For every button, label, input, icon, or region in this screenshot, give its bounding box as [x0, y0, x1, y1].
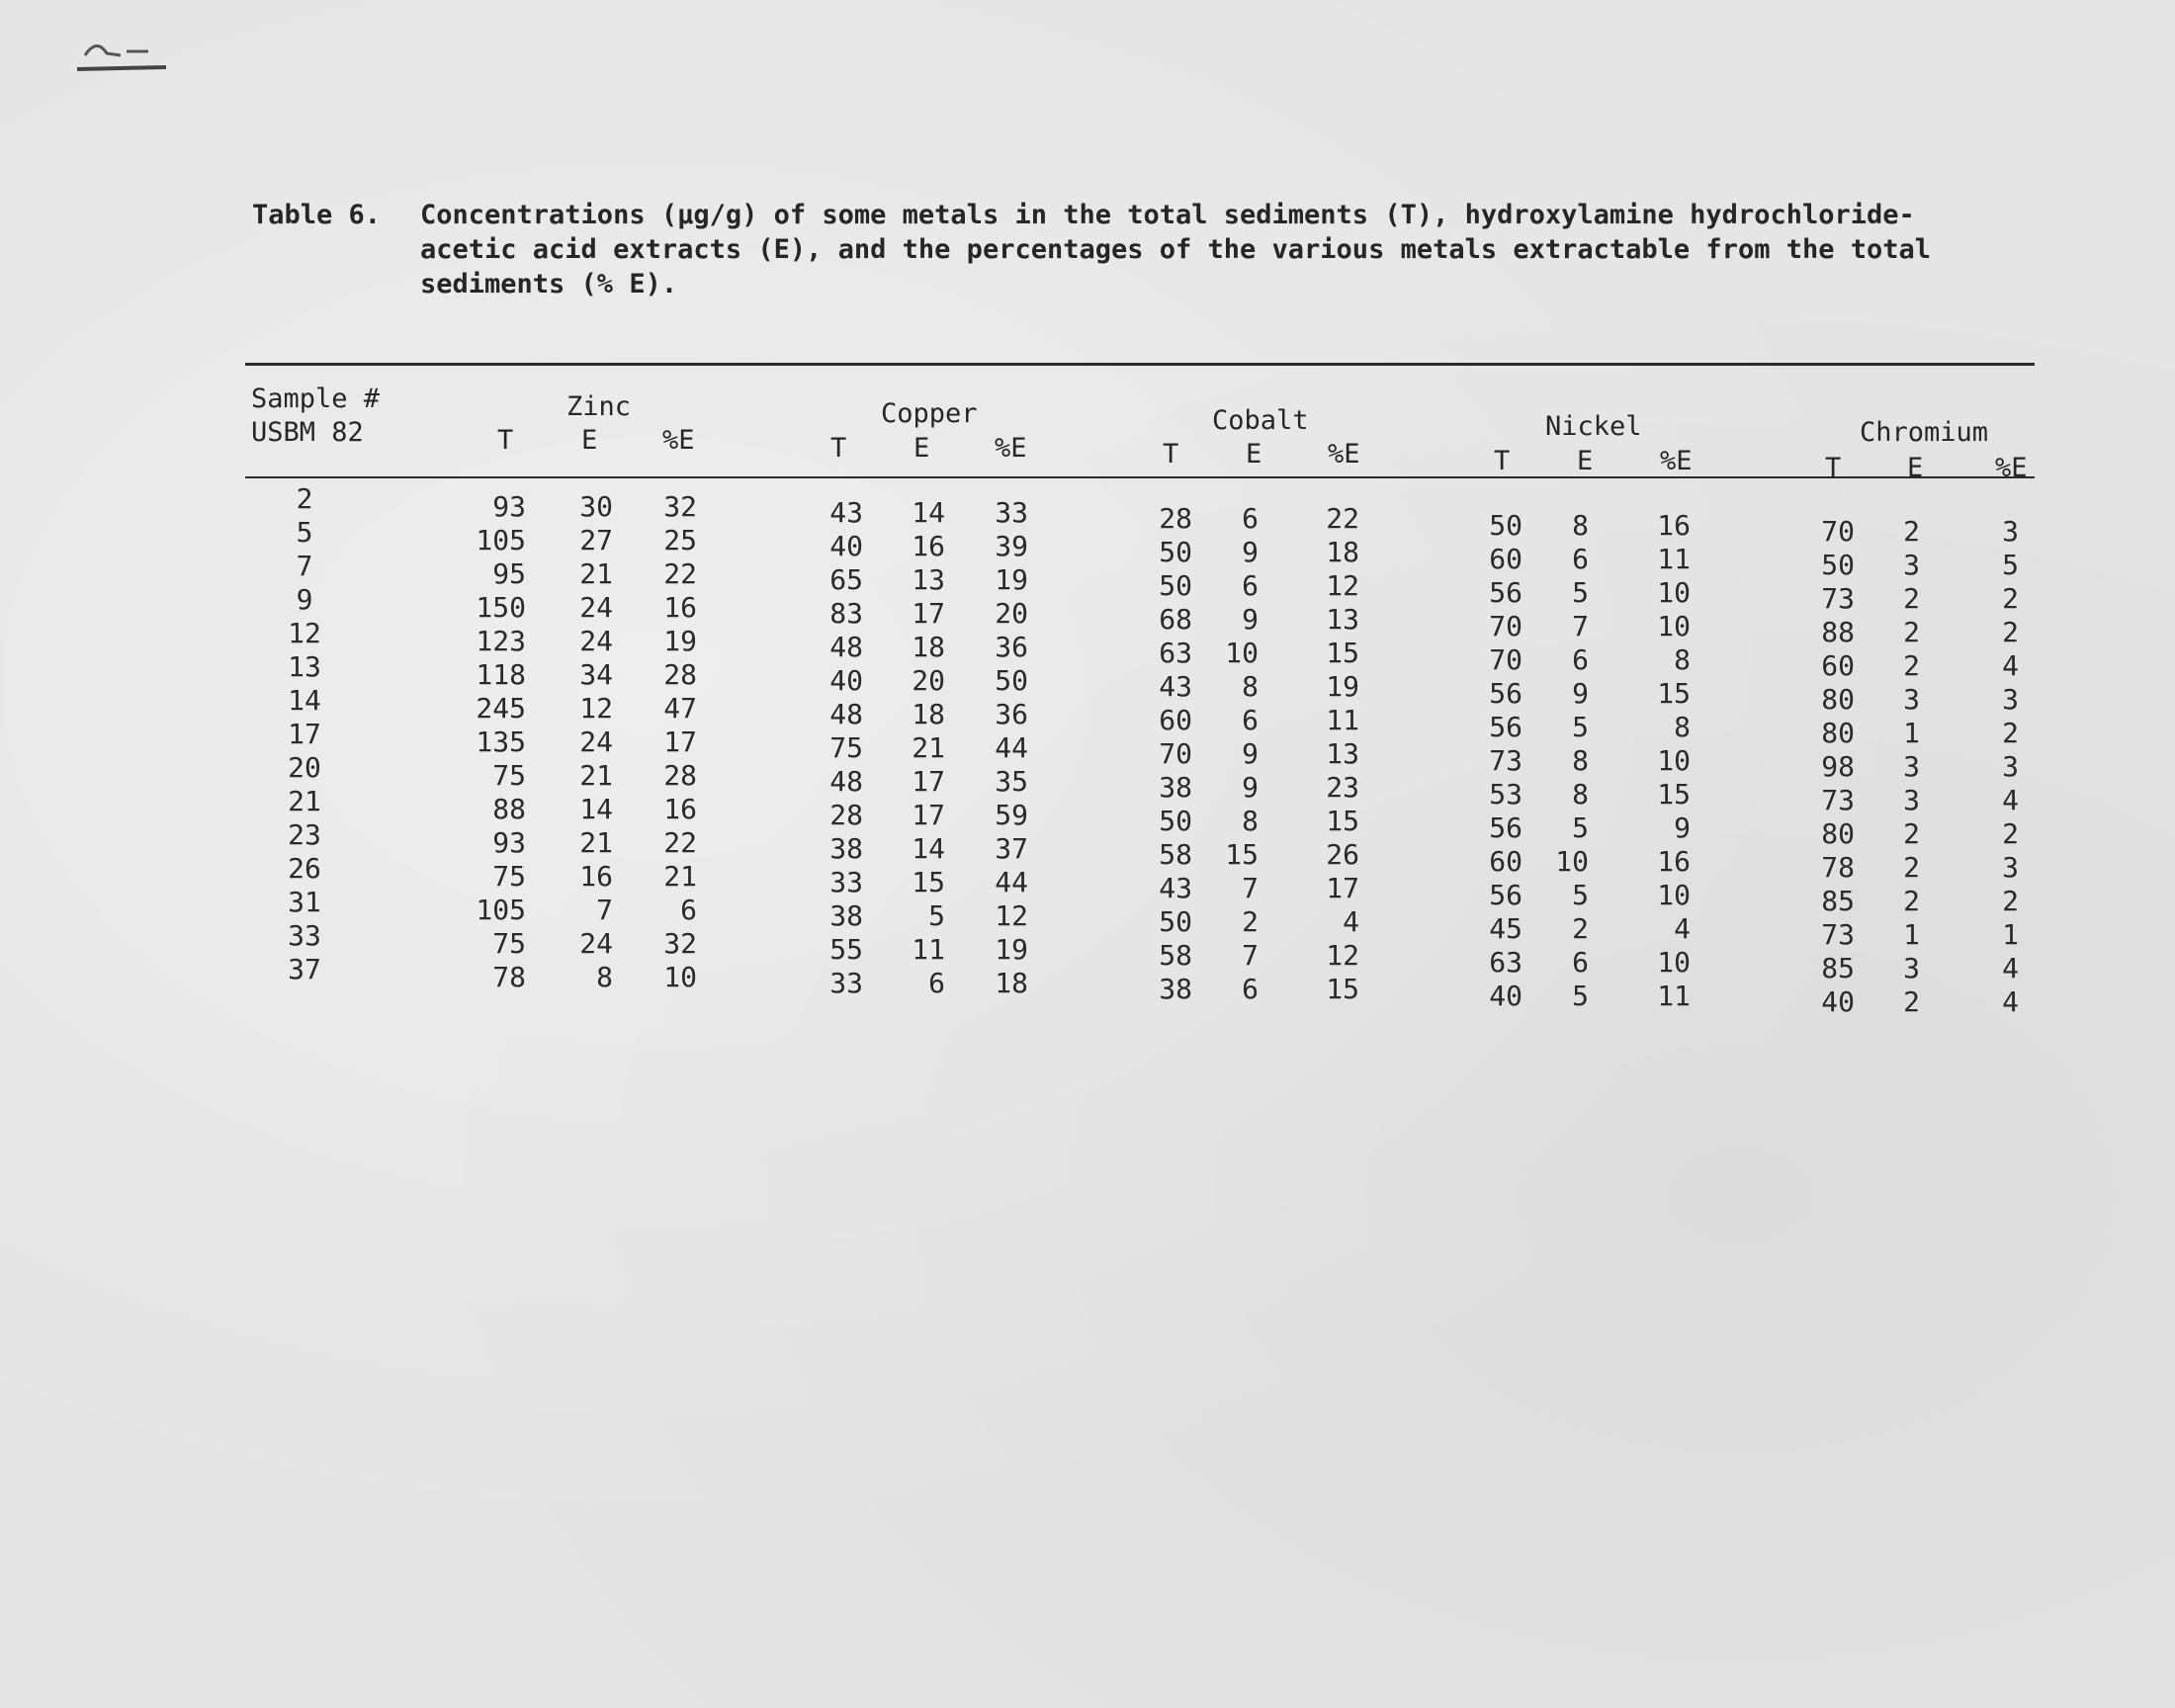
zinc-pe-header: %E [662, 425, 695, 456]
copper-e-header: E [914, 433, 930, 464]
chromium-e-cell: 2 [1903, 885, 1920, 917]
copper-t-cell: 48 [829, 698, 863, 730]
chromium-e-header: E [1907, 453, 1924, 483]
cobalt-t-cell: 58 [1159, 939, 1192, 972]
copper-pe-cell: 20 [995, 597, 1028, 630]
zinc-e-cell: 21 [579, 826, 613, 859]
sample-cell: 5 [296, 516, 313, 549]
cobalt-t-cell: 43 [1159, 872, 1192, 904]
zinc-pe-cell: 19 [663, 625, 697, 657]
chromium-t-cell: 85 [1821, 885, 1855, 917]
chromium-pe-column [1940, 515, 2019, 1019]
chromium-e-cell: 1 [1903, 918, 1920, 951]
copper-t-cell: 33 [829, 967, 863, 999]
nickel-e-cell: 7 [1572, 610, 1589, 642]
chromium-pe-cell: 2 [2002, 582, 2019, 615]
nickel-t-cell: 40 [1489, 980, 1522, 1012]
chromium-pe-cell: 2 [2002, 616, 2019, 648]
copper-e-cell: 18 [912, 631, 945, 663]
nickel-pe-cell: 15 [1657, 677, 1691, 710]
chromium-t-cell: 70 [1821, 515, 1855, 548]
zinc-e-cell: 27 [579, 524, 613, 556]
cobalt-e-cell: 9 [1242, 737, 1259, 770]
copper-pe-header: %E [995, 433, 1027, 464]
copper-e-cell: 13 [912, 563, 945, 596]
chromium-e-cell: 2 [1903, 851, 1920, 884]
zinc-t-cell: 105 [476, 894, 526, 926]
sample-header-line1: Sample # [251, 384, 381, 414]
zinc-t-cell: 105 [476, 524, 526, 556]
cobalt-header: Cobalt [1212, 405, 1309, 436]
copper-t-cell: 83 [829, 597, 863, 630]
copper-e-cell: 17 [912, 799, 945, 831]
copper-e-cell: 14 [912, 496, 945, 529]
chromium-pe-cell: 4 [2002, 952, 2019, 984]
zinc-t-header: T [497, 425, 514, 456]
chromium-t-header: T [1825, 453, 1842, 483]
chromium-pe-cell: 4 [2002, 985, 2019, 1018]
copper-header: Copper [881, 398, 978, 429]
zinc-pe-cell: 28 [663, 759, 697, 792]
zinc-t-cell: 93 [492, 826, 526, 859]
copper-t-cell: 43 [829, 496, 863, 529]
zinc-t-cell: 123 [476, 625, 526, 657]
nickel-e-cell: 8 [1572, 744, 1589, 777]
nickel-e-header: E [1577, 446, 1594, 476]
chromium-pe-cell: 3 [2002, 750, 2019, 783]
zinc-t-cell: 245 [476, 692, 526, 725]
copper-pe-cell: 35 [995, 765, 1028, 798]
cobalt-t-cell: 70 [1159, 737, 1192, 770]
copper-t-cell: 65 [829, 563, 863, 596]
nickel-pe-cell: 11 [1657, 543, 1691, 575]
nickel-pe-cell: 10 [1657, 610, 1691, 642]
chromium-e-cell: 2 [1903, 616, 1920, 648]
cobalt-t-cell: 50 [1159, 569, 1192, 602]
cobalt-pe-cell: 11 [1326, 704, 1359, 736]
nickel-e-cell: 2 [1572, 912, 1589, 945]
chromium-pe-cell: 2 [2002, 717, 2019, 749]
copper-t-cell: 28 [829, 799, 863, 831]
cobalt-t-cell: 50 [1159, 905, 1192, 938]
corner-mark-icon [77, 30, 176, 79]
cobalt-t-cell: 38 [1159, 771, 1192, 804]
sample-cell: 12 [288, 617, 321, 649]
chromium-t-cell: 88 [1821, 616, 1855, 648]
cobalt-t-header: T [1163, 439, 1179, 470]
zinc-pe-cell: 32 [663, 490, 697, 523]
nickel-t-cell: 73 [1489, 744, 1522, 777]
nickel-e-cell: 5 [1572, 879, 1589, 911]
chromium-e-cell: 3 [1903, 683, 1920, 716]
nickel-t-cell: 53 [1489, 778, 1522, 811]
sample-cell: 13 [288, 650, 321, 683]
cobalt-pe-cell: 26 [1326, 838, 1359, 871]
nickel-t-cell: 45 [1489, 912, 1522, 945]
copper-pe-cell: 44 [995, 866, 1028, 898]
table-top-rule [245, 363, 2035, 366]
chromium-pe-cell: 4 [2002, 649, 2019, 682]
nickel-pe-cell: 10 [1657, 946, 1691, 979]
nickel-e-cell: 6 [1572, 946, 1589, 979]
zinc-t-cell: 95 [492, 557, 526, 590]
zinc-e-cell: 24 [579, 625, 613, 657]
nickel-t-cell: 63 [1489, 946, 1522, 979]
zinc-e-cell: 21 [579, 557, 613, 590]
chromium-t-cell: 73 [1821, 784, 1855, 816]
sample-cell: 23 [288, 818, 321, 851]
sample-cell: 20 [288, 751, 321, 784]
sample-cell: 17 [288, 718, 321, 750]
copper-t-cell: 75 [829, 731, 863, 764]
copper-e-cell: 6 [928, 967, 945, 999]
zinc-t-cell: 118 [476, 658, 526, 691]
chromium-t-cell: 50 [1821, 549, 1855, 581]
sample-cell: 2 [296, 482, 313, 515]
copper-pe-cell: 18 [995, 967, 1028, 999]
copper-e-cell: 11 [912, 933, 945, 966]
nickel-pe-cell: 8 [1674, 711, 1691, 743]
copper-e-cell: 17 [912, 597, 945, 630]
cobalt-pe-cell: 15 [1326, 805, 1359, 837]
nickel-e-cell: 8 [1572, 778, 1589, 811]
cobalt-pe-cell: 18 [1326, 536, 1359, 568]
copper-e-column [866, 496, 945, 1000]
nickel-pe-cell: 10 [1657, 744, 1691, 777]
cobalt-pe-cell: 12 [1326, 939, 1359, 972]
zinc-t-cell: 93 [492, 490, 526, 523]
copper-t-cell: 48 [829, 765, 863, 798]
cobalt-pe-cell: 22 [1326, 502, 1359, 535]
nickel-pe-cell: 16 [1657, 845, 1691, 878]
nickel-e-cell: 10 [1555, 845, 1589, 878]
cobalt-e-cell: 9 [1242, 603, 1259, 636]
chromium-e-cell: 2 [1903, 817, 1920, 850]
zinc-t-cell: 150 [476, 591, 526, 624]
chromium-t-cell: 80 [1821, 817, 1855, 850]
zinc-pe-cell: 22 [663, 826, 697, 859]
nickel-t-cell: 56 [1489, 576, 1522, 609]
zinc-e-cell: 16 [579, 860, 613, 893]
nickel-e-cell: 9 [1572, 677, 1589, 710]
cobalt-pe-cell: 19 [1326, 670, 1359, 703]
cobalt-t-cell: 63 [1159, 637, 1192, 669]
chromium-pe-cell: 3 [2002, 515, 2019, 548]
zinc-pe-cell: 32 [663, 927, 697, 960]
chromium-header: Chromium [1860, 417, 1989, 448]
sample-header-line2: USBM 82 [251, 417, 364, 448]
zinc-pe-column [618, 490, 697, 994]
nickel-e-cell: 5 [1572, 811, 1589, 844]
sample-cell: 21 [288, 785, 321, 817]
sample-cell: 31 [288, 886, 321, 918]
chromium-pe-cell: 2 [2002, 885, 2019, 917]
nickel-t-cell: 56 [1489, 811, 1522, 844]
chromium-e-column [1841, 515, 1920, 1019]
chromium-e-cell: 1 [1903, 717, 1920, 749]
zinc-t-cell: 88 [492, 793, 526, 825]
sample-cell: 33 [288, 919, 321, 952]
cobalt-e-cell: 10 [1225, 637, 1259, 669]
copper-pe-column [949, 496, 1028, 1000]
cobalt-t-cell: 58 [1159, 838, 1192, 871]
cobalt-pe-header: %E [1328, 439, 1360, 470]
zinc-e-cell: 34 [579, 658, 613, 691]
zinc-t-cell: 75 [492, 927, 526, 960]
nickel-t-cell: 60 [1489, 543, 1522, 575]
chromium-t-cell: 78 [1821, 851, 1855, 884]
chromium-t-cell: 73 [1821, 918, 1855, 951]
chromium-e-cell: 3 [1903, 549, 1920, 581]
zinc-e-cell: 30 [579, 490, 613, 523]
chromium-e-cell: 2 [1903, 649, 1920, 682]
chromium-pe-cell: 4 [2002, 784, 2019, 816]
copper-t-cell: 40 [829, 530, 863, 562]
nickel-e-cell: 6 [1572, 543, 1589, 575]
nickel-t-cell: 50 [1489, 509, 1522, 542]
cobalt-t-cell: 60 [1159, 704, 1192, 736]
nickel-t-cell: 56 [1489, 677, 1522, 710]
chromium-e-cell: 3 [1903, 952, 1920, 984]
copper-pe-cell: 36 [995, 698, 1028, 730]
zinc-header: Zinc [566, 391, 632, 422]
nickel-e-cell: 5 [1572, 711, 1589, 743]
cobalt-t-cell: 28 [1159, 502, 1192, 535]
table-caption [252, 198, 1992, 301]
copper-t-cell: 48 [829, 631, 863, 663]
cobalt-pe-cell: 12 [1326, 569, 1359, 602]
chromium-e-cell: 2 [1903, 515, 1920, 548]
chromium-pe-header: %E [1995, 453, 2028, 483]
copper-pe-cell: 59 [995, 799, 1028, 831]
chromium-e-cell: 2 [1903, 582, 1920, 615]
copper-pe-cell: 19 [995, 933, 1028, 966]
chromium-pe-cell: 1 [2002, 918, 2019, 951]
cobalt-e-cell: 8 [1242, 805, 1259, 837]
zinc-e-cell: 24 [579, 927, 613, 960]
copper-pe-cell: 36 [995, 631, 1028, 663]
sample-cell: 37 [288, 953, 321, 985]
sample-cell: 9 [296, 583, 313, 616]
cobalt-e-cell: 15 [1225, 838, 1259, 871]
zinc-pe-cell: 21 [663, 860, 697, 893]
cobalt-pe-column [1280, 502, 1359, 1006]
chromium-t-cell: 85 [1821, 952, 1855, 984]
sample-cell: 26 [288, 852, 321, 885]
copper-e-cell: 14 [912, 832, 945, 865]
zinc-e-cell: 8 [596, 961, 613, 993]
zinc-e-cell: 21 [579, 759, 613, 792]
chromium-t-cell: 98 [1821, 750, 1855, 783]
chromium-pe-cell: 3 [2002, 683, 2019, 716]
copper-e-cell: 18 [912, 698, 945, 730]
nickel-e-column [1510, 509, 1589, 1013]
nickel-t-cell: 60 [1489, 845, 1522, 878]
zinc-pe-cell: 16 [663, 591, 697, 624]
copper-pe-cell: 39 [995, 530, 1028, 562]
chromium-t-cell: 80 [1821, 683, 1855, 716]
zinc-e-column [534, 490, 613, 994]
chromium-e-cell: 3 [1903, 784, 1920, 816]
chromium-pe-cell: 5 [2002, 549, 2019, 581]
nickel-pe-cell: 16 [1657, 509, 1691, 542]
cobalt-t-cell: 50 [1159, 805, 1192, 837]
cobalt-t-cell: 43 [1159, 670, 1192, 703]
zinc-t-cell: 75 [492, 759, 526, 792]
zinc-e-cell: 24 [579, 726, 613, 758]
cobalt-e-cell: 2 [1242, 905, 1259, 938]
copper-t-cell: 40 [829, 664, 863, 697]
cobalt-pe-cell: 13 [1326, 737, 1359, 770]
nickel-e-cell: 5 [1572, 576, 1589, 609]
zinc-e-cell: 12 [579, 692, 613, 725]
copper-e-cell: 17 [912, 765, 945, 798]
cobalt-e-cell: 9 [1242, 536, 1259, 568]
zinc-pe-cell: 28 [663, 658, 697, 691]
zinc-e-cell: 14 [579, 793, 613, 825]
table-title: Concentrations (µg/g) of some metals in the total sediments (T), hydroxylamine hydrochloride-acetic acid extracts (E), and the percentages of the various metals extractable from the total sediments (% E). [420, 200, 1932, 299]
chromium-pe-cell: 2 [2002, 817, 2019, 850]
table-label: Table 6. [252, 200, 382, 230]
zinc-pe-cell: 6 [680, 894, 697, 926]
zinc-e-cell: 7 [596, 894, 613, 926]
cobalt-e-cell: 9 [1242, 771, 1259, 804]
zinc-pe-cell: 47 [663, 692, 697, 725]
cobalt-e-cell: 6 [1242, 704, 1259, 736]
copper-e-cell: 21 [912, 731, 945, 764]
copper-t-column [784, 496, 863, 1000]
chromium-t-cell: 60 [1821, 649, 1855, 682]
cobalt-e-cell: 6 [1242, 569, 1259, 602]
cobalt-e-cell: 6 [1242, 973, 1259, 1005]
cobalt-pe-cell: 15 [1326, 973, 1359, 1005]
chromium-t-cell: 40 [1821, 985, 1855, 1018]
cobalt-e-cell: 6 [1242, 502, 1259, 535]
copper-t-cell: 33 [829, 866, 863, 898]
zinc-e-cell: 24 [579, 591, 613, 624]
cobalt-pe-cell: 23 [1326, 771, 1359, 804]
nickel-pe-header: %E [1660, 446, 1693, 476]
cobalt-e-cell: 7 [1242, 872, 1259, 904]
nickel-e-cell: 8 [1572, 509, 1589, 542]
zinc-e-header: E [581, 425, 598, 456]
nickel-e-cell: 6 [1572, 643, 1589, 676]
copper-pe-cell: 19 [995, 563, 1028, 596]
cobalt-pe-cell: 15 [1326, 637, 1359, 669]
copper-pe-cell: 50 [995, 664, 1028, 697]
chromium-t-cell: 80 [1821, 717, 1855, 749]
zinc-t-cell: 135 [476, 726, 526, 758]
copper-t-cell: 38 [829, 832, 863, 865]
copper-e-cell: 15 [912, 866, 945, 898]
cobalt-pe-cell: 17 [1326, 872, 1359, 904]
nickel-pe-cell: 4 [1674, 912, 1691, 945]
zinc-t-cell: 75 [492, 860, 526, 893]
zinc-pe-cell: 22 [663, 557, 697, 590]
nickel-t-header: T [1494, 446, 1511, 476]
sample-column [265, 482, 344, 986]
cobalt-pe-cell: 13 [1326, 603, 1359, 636]
nickel-pe-column [1611, 509, 1691, 1013]
nickel-pe-cell: 10 [1657, 879, 1691, 911]
zinc-t-column [447, 490, 526, 994]
cobalt-t-cell: 50 [1159, 536, 1192, 568]
nickel-header: Nickel [1545, 411, 1642, 442]
nickel-t-cell: 70 [1489, 610, 1522, 642]
copper-e-cell: 20 [912, 664, 945, 697]
cobalt-t-cell: 38 [1159, 973, 1192, 1005]
cobalt-t-cell: 68 [1159, 603, 1192, 636]
zinc-pe-cell: 17 [663, 726, 697, 758]
copper-pe-cell: 33 [995, 496, 1028, 529]
copper-pe-cell: 44 [995, 731, 1028, 764]
zinc-pe-cell: 25 [663, 524, 697, 556]
nickel-t-cell: 56 [1489, 711, 1522, 743]
nickel-pe-cell: 10 [1657, 576, 1691, 609]
nickel-pe-cell: 15 [1657, 778, 1691, 811]
nickel-t-cell: 56 [1489, 879, 1522, 911]
cobalt-e-column [1179, 502, 1259, 1006]
sample-cell: 7 [296, 550, 313, 582]
nickel-e-cell: 5 [1572, 980, 1589, 1012]
zinc-pe-cell: 16 [663, 793, 697, 825]
zinc-pe-cell: 10 [663, 961, 697, 993]
cobalt-e-cell: 8 [1242, 670, 1259, 703]
nickel-pe-cell: 8 [1674, 643, 1691, 676]
nickel-pe-cell: 11 [1657, 980, 1691, 1012]
table-header-rule [245, 476, 2035, 478]
copper-pe-cell: 37 [995, 832, 1028, 865]
chromium-e-cell: 3 [1903, 750, 1920, 783]
copper-pe-cell: 12 [995, 899, 1028, 932]
copper-e-cell: 5 [928, 899, 945, 932]
cobalt-pe-cell: 4 [1343, 905, 1359, 938]
copper-t-cell: 38 [829, 899, 863, 932]
copper-t-header: T [830, 433, 847, 464]
chromium-e-cell: 2 [1903, 985, 1920, 1018]
sample-cell: 14 [288, 684, 321, 717]
chromium-pe-cell: 3 [2002, 851, 2019, 884]
zinc-t-cell: 78 [492, 961, 526, 993]
cobalt-e-header: E [1246, 439, 1262, 470]
copper-e-cell: 16 [912, 530, 945, 562]
copper-t-cell: 55 [829, 933, 863, 966]
cobalt-e-cell: 7 [1242, 939, 1259, 972]
nickel-pe-cell: 9 [1674, 811, 1691, 844]
chromium-t-cell: 73 [1821, 582, 1855, 615]
nickel-t-cell: 70 [1489, 643, 1522, 676]
